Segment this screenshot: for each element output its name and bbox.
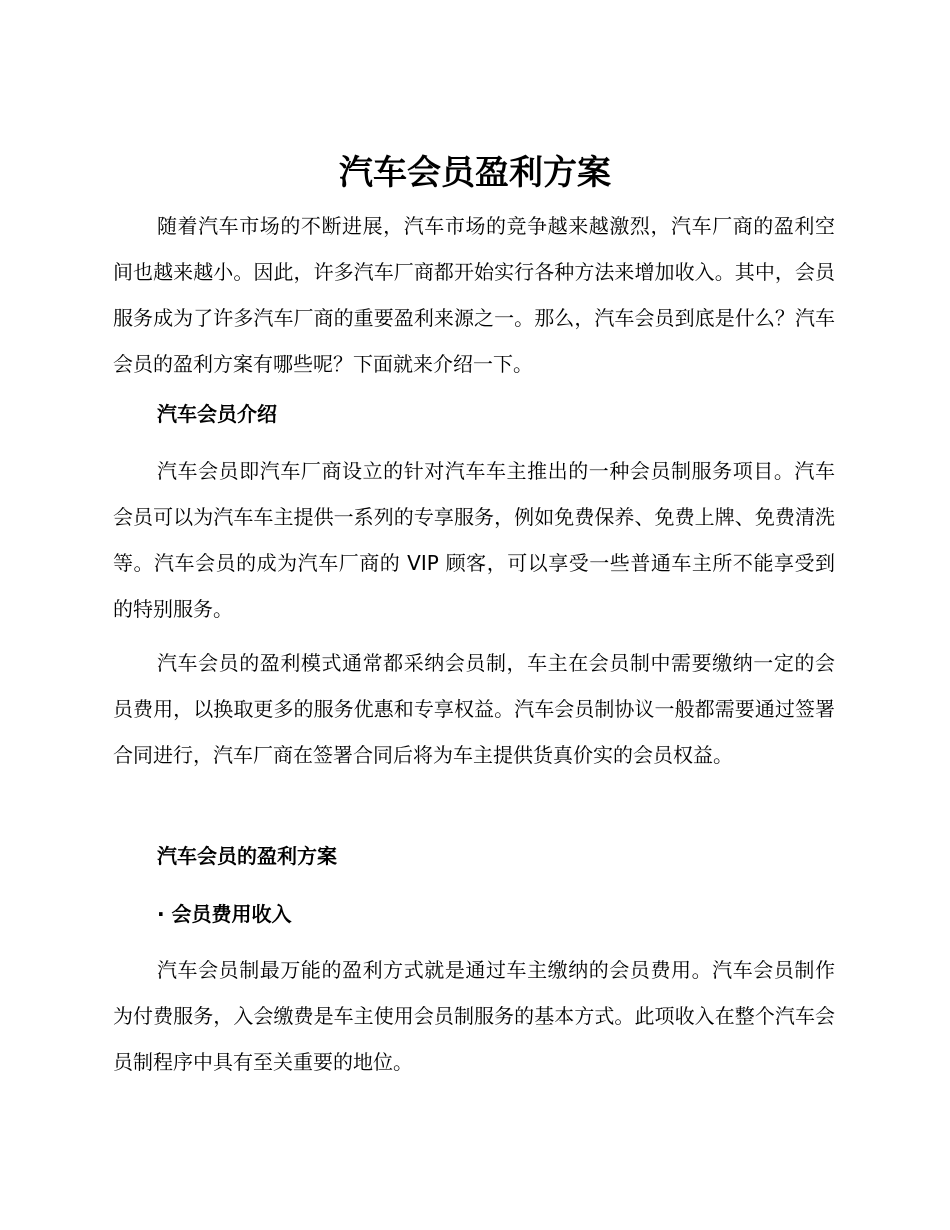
section-heading-profit: 汽车会员的盈利方案 bbox=[157, 844, 337, 868]
section1-paragraph-1: 汽车会员即汽车厂商设立的针对汽车车主推出的一种会员制服务项目。汽车会员可以为汽车车主提供一系列的专享服务，例如免费保养、免费上牌、免费清洗等。汽车会员的成为汽车厂商的 VIP 顾客，可以享受一些普通车主所不能享受到的特别服务。 bbox=[113, 459, 835, 621]
page-title: 汽车会员盈利方案 bbox=[339, 153, 611, 193]
intro-paragraph: 随着汽车市场的不断进展，汽车市场的竞争越来越激烈，汽车厂商的盈利空间也越来越小。因此，许多汽车厂商都开始实行各种方法来增加收入。其中，会员服务成为了许多汽车厂商的重要盈利来源之一。那么，汽车会员到底是什么？汽车会员的盈利方案有哪些呢？下面就来介绍一下。 bbox=[113, 214, 835, 376]
section1-paragraph-2: 汽车会员的盈利模式通常都采纳会员制，车主在会员制中需要缴纳一定的会员费用，以换取更多的服务优惠和专享权益。汽车会员制协议一般都需要通过签署合同进行，汽车厂商在签署合同后将为车主提供货真价实的会员权益。 bbox=[113, 651, 835, 767]
subsection-heading-fees: · 会员费用收入 bbox=[157, 902, 292, 926]
section-heading-intro: 汽车会员介绍 bbox=[157, 402, 277, 426]
subsection1-paragraph-1: 汽车会员制最万能的盈利方式就是通过车主缴纳的会员费用。汽车会员制作为付费服务，入会缴费是车主使用会员制服务的基本方式。此项收入在整个汽车会员制程序中具有至关重要的地位。 bbox=[113, 958, 835, 1074]
